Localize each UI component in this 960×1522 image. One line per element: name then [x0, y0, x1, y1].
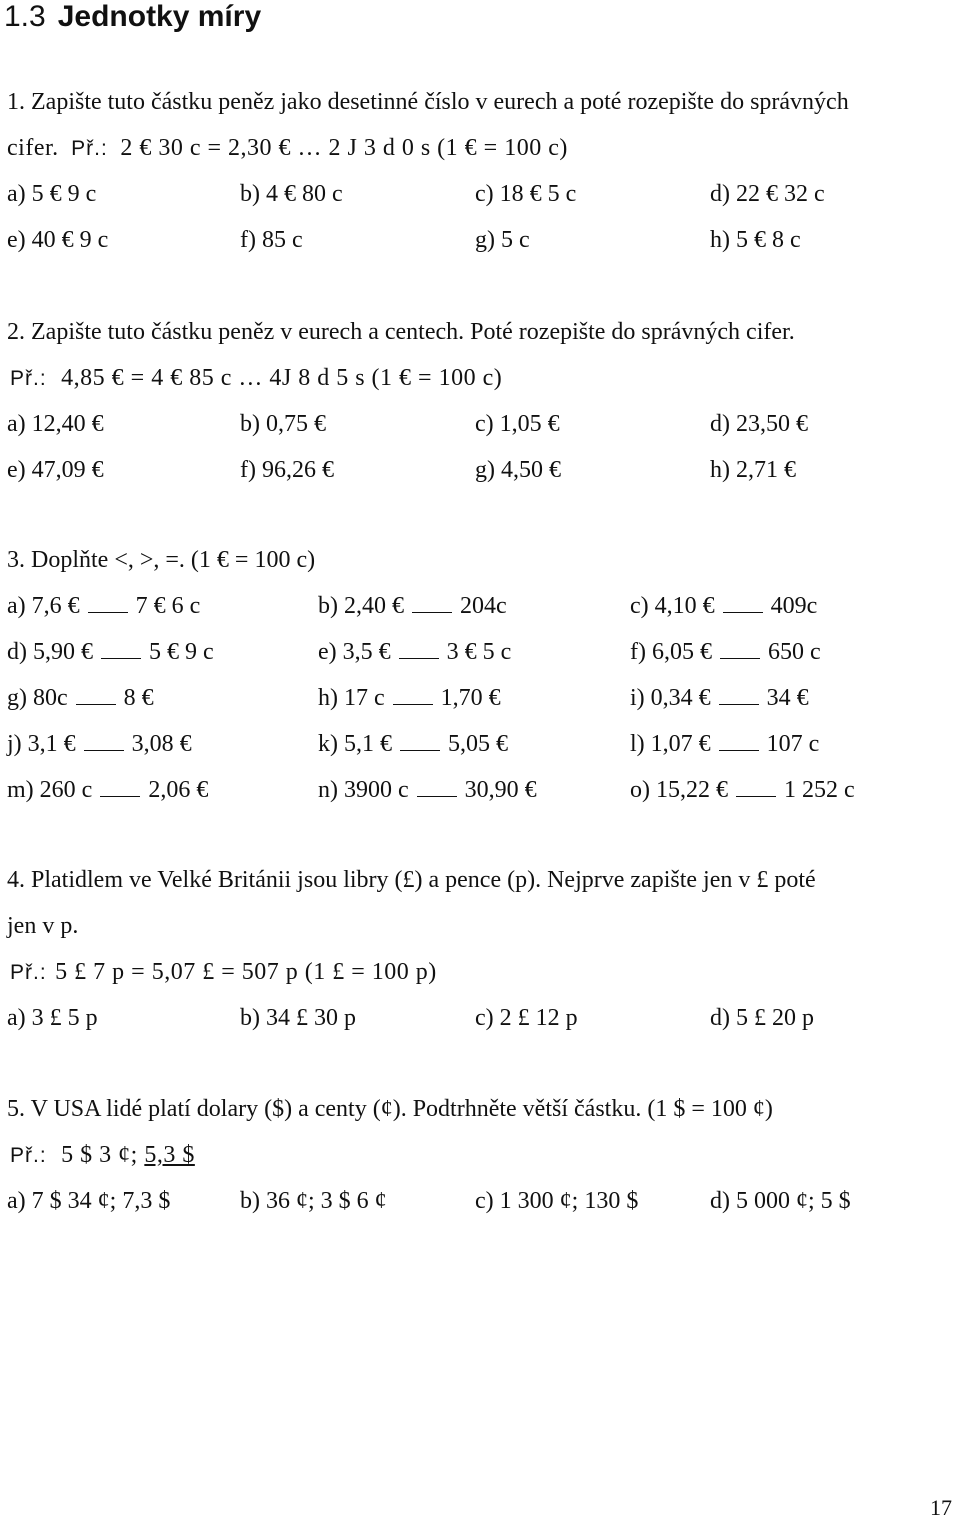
comparison-item: [7, 732, 192, 756]
comparison-left: k) 5,1 €: [318, 731, 392, 757]
comparison-left: f) 6,05 €: [630, 639, 712, 665]
exercise-5-item: c) 1 300 ¢; 130 $: [475, 1188, 639, 1214]
comparison-left: i) 0,34 €: [630, 685, 711, 711]
comparison-right: 8 €: [123, 685, 154, 711]
answer-blank[interactable]: [101, 656, 141, 659]
heading-number: 1.3: [4, 0, 46, 33]
answer-blank[interactable]: [719, 702, 759, 705]
exercise-5-example-label: Př.:: [10, 1144, 47, 1167]
answer-blank[interactable]: [719, 748, 759, 751]
exercise-1-item: f) 85 c: [240, 227, 303, 253]
comparison-right: 2,06 €: [148, 777, 209, 803]
comparison-right: 409c: [770, 593, 818, 619]
exercise-5-item: a) 7 $ 34 ¢; 7,3 $: [7, 1188, 171, 1214]
exercise-1-item: b) 4 € 80 c: [240, 181, 343, 207]
answer-blank[interactable]: [723, 610, 763, 613]
comparison-right: 7 € 6 c: [135, 593, 201, 619]
comparison-item: [7, 686, 154, 710]
comparison-right: 34 €: [766, 685, 809, 711]
exercise-2-item: d) 23,50 €: [710, 411, 808, 437]
exercise-5-item: d) 5 000 ¢; 5 $: [710, 1188, 851, 1214]
comparison-left: g) 80c: [7, 685, 68, 711]
exercise-1-example-label: Př.:: [71, 137, 108, 160]
exercise-1-item: e) 40 € 9 c: [7, 227, 109, 253]
exercise-2-item: c) 1,05 €: [475, 411, 560, 437]
exercise-4-intro-line2: jen v p.: [7, 913, 79, 939]
comparison-item: [630, 640, 821, 664]
comparison-right: 107 c: [766, 731, 820, 757]
exercise-4-example-label: Př.:: [10, 961, 47, 984]
exercise-4-item: a) 3 £ 5 p: [7, 1005, 98, 1031]
exercise-2-item: f) 96,26 €: [240, 457, 334, 483]
comparison-left: n) 3900 c: [318, 777, 409, 803]
comparison-right: 5,05 €: [448, 731, 508, 757]
comparison-item: [7, 640, 214, 664]
answer-blank[interactable]: [88, 610, 128, 613]
comparison-left: c) 4,10 €: [630, 593, 715, 619]
comparison-right: 650 c: [767, 639, 821, 665]
comparison-item: [630, 686, 809, 710]
answer-blank[interactable]: [720, 656, 760, 659]
exercise-5-item: b) 36 ¢; 3 $ 6 ¢: [240, 1188, 387, 1214]
answer-blank[interactable]: [76, 702, 116, 705]
exercise-4-example-text: 5 £ 7 p = 5,07 £ = 507 p (1 £ = 100 p): [55, 959, 437, 985]
comparison-left: e) 3,5 €: [318, 639, 391, 665]
comparison-left: b) 2,40 €: [318, 593, 404, 619]
comparison-item: [630, 778, 855, 802]
exercise-1-item: d) 22 € 32 c: [710, 181, 825, 207]
comparison-item: [7, 594, 200, 618]
exercise-2-item: a) 12,40 €: [7, 411, 104, 437]
page-number: 17: [930, 1495, 952, 1520]
comparison-item: [318, 640, 511, 664]
exercise-4-example: [10, 960, 437, 984]
exercise-5-example-text: 5 $ 3 ¢;: [61, 1142, 145, 1168]
page-heading: [4, 2, 261, 32]
comparison-left: d) 5,90 €: [7, 639, 93, 665]
answer-blank[interactable]: [100, 794, 140, 797]
answer-blank[interactable]: [736, 794, 776, 797]
comparison-item: [318, 778, 537, 802]
comparison-item: [7, 778, 208, 802]
comparison-right: 1,70 €: [440, 685, 501, 711]
exercise-1-intro-line2: [7, 136, 568, 160]
exercise-4-item: c) 2 £ 12 p: [475, 1005, 578, 1031]
exercise-2-item: h) 2,71 €: [710, 457, 796, 483]
comparison-left: h) 17 c: [318, 685, 385, 711]
answer-blank[interactable]: [400, 748, 440, 751]
exercise-2-example-text: 4,85 € = 4 € 85 c … 4J 8 d 5 s (1 € = 100 c): [61, 365, 503, 391]
exercise-2-intro: 2. Zapište tuto částku peněz v eurech a centech. Poté rozepište do správných cifer.: [7, 319, 795, 345]
comparison-right: 5 € 9 c: [149, 639, 214, 665]
comparison-right: 3 € 5 c: [446, 639, 512, 665]
exercise-4-intro-line1: 4. Platidlem ve Velké Británii jsou libry (£) a pence (p). Nejprve zapište jen v £ poté: [7, 867, 816, 893]
comparison-right: 3,08 €: [131, 731, 192, 757]
comparison-item: [318, 732, 508, 756]
comparison-left: l) 1,07 €: [630, 731, 711, 757]
exercise-3-intro: 3. Doplňte <, >, =. (1 € = 100 c): [7, 547, 316, 573]
comparison-right: 204c: [460, 593, 507, 619]
exercise-1-item: g) 5 c: [475, 227, 530, 253]
exercise-1-item: c) 18 € 5 c: [475, 181, 577, 207]
comparison-item: [318, 686, 501, 710]
answer-blank[interactable]: [417, 794, 457, 797]
comparison-item: [318, 594, 507, 618]
answer-blank[interactable]: [393, 702, 433, 705]
comparison-item: [630, 732, 819, 756]
exercise-1-intro-line2-text: cifer.: [7, 135, 59, 161]
exercise-1-item: h) 5 € 8 c: [710, 227, 801, 253]
exercise-5-example: [10, 1143, 195, 1167]
answer-blank[interactable]: [412, 610, 452, 613]
comparison-left: m) 260 c: [7, 777, 93, 803]
exercise-2-example-label: Př.:: [10, 367, 47, 390]
comparison-left: o) 15,22 €: [630, 777, 728, 803]
exercise-5-intro: 5. V USA lidé platí dolary ($) a centy (¢). Podtrhněte větší částku. (1 $ = 100 ¢): [7, 1096, 773, 1122]
exercise-1-example-text: 2 € 30 c = 2,30 € … 2 J 3 d 0 s (1 € = 100 c): [120, 135, 568, 161]
exercise-4-item: d) 5 £ 20 p: [710, 1005, 814, 1031]
exercise-1-item: a) 5 € 9 c: [7, 181, 97, 207]
exercise-2-item: b) 0,75 €: [240, 411, 326, 437]
exercise-2-example: [10, 366, 502, 390]
comparison-left: a) 7,6 €: [7, 593, 80, 619]
exercise-2-item: e) 47,09 €: [7, 457, 104, 483]
exercise-1-intro-line1: 1. Zapište tuto částku peněz jako desetinné číslo v eurech a poté rozepište do správných: [7, 89, 849, 115]
exercise-5-example-underlined: 5,3 $: [144, 1142, 195, 1168]
comparison-right: 30,90 €: [464, 777, 537, 803]
comparison-right: 1 252 c: [784, 777, 855, 803]
comparison-item: [630, 594, 817, 618]
comparison-left: j) 3,1 €: [7, 731, 76, 757]
exercise-4-item: b) 34 £ 30 p: [240, 1005, 356, 1031]
answer-blank[interactable]: [399, 656, 439, 659]
answer-blank[interactable]: [84, 748, 124, 751]
heading-title: Jednotky míry: [57, 0, 262, 33]
exercise-2-item: g) 4,50 €: [475, 457, 561, 483]
